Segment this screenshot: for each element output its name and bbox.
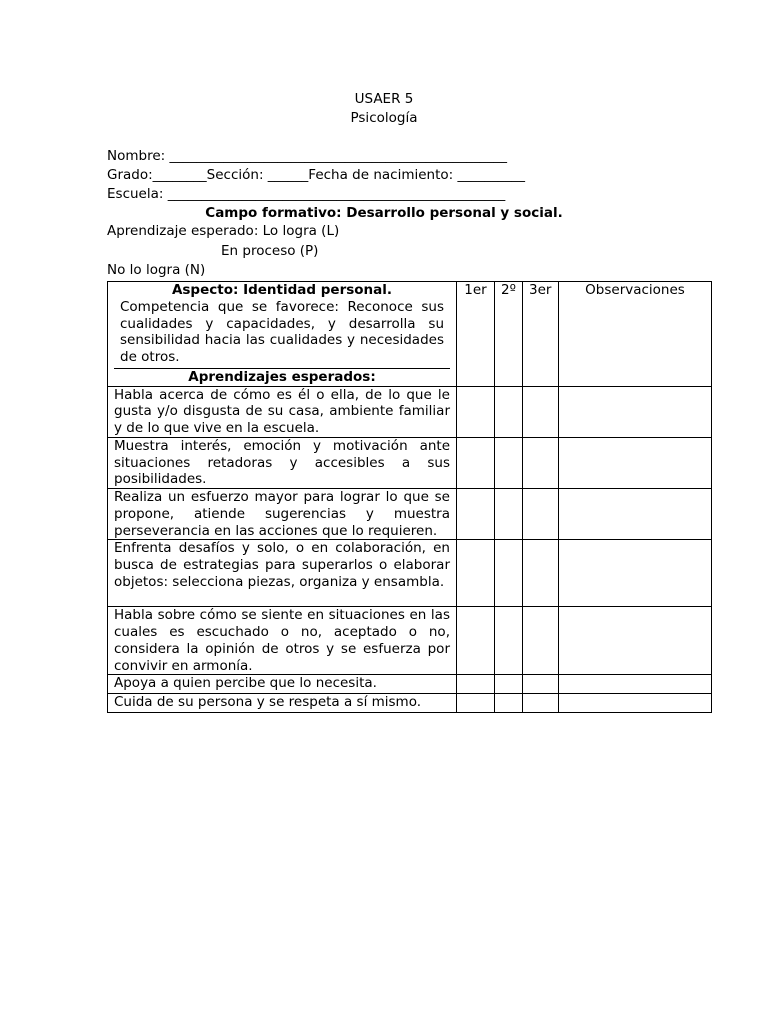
legend-no-lo-logra: No lo logra (N) [107, 262, 206, 278]
aspect-title: Aspecto: Identidad personal. [171, 282, 393, 298]
field-nombre: Nombre: __________________________________________________ [107, 148, 507, 164]
competencia-text: Competencia que se favorece: Reconoce sus cualidades y capacidades, y desarrolla su sensibilidad hacia las cualidades y necesidades de otros. [120, 298, 444, 365]
mark-cell-1er[interactable] [457, 540, 495, 607]
campo-formativo-title: Campo formativo: Desarrollo personal y social. [205, 205, 563, 221]
mark-cell-3er[interactable] [523, 437, 559, 488]
observaciones-cell[interactable] [559, 489, 712, 540]
mark-cell-3er[interactable] [523, 540, 559, 607]
field-grado-seccion-fecha: Grado:________Sección: ______Fecha de nacimiento: __________ [107, 167, 525, 183]
observaciones-cell[interactable] [559, 437, 712, 488]
header-usaer: USAER 5 [354, 91, 414, 107]
mark-cell-2o[interactable] [495, 489, 523, 540]
mark-cell-2o[interactable] [495, 607, 523, 675]
observaciones-cell[interactable] [559, 386, 712, 437]
mark-cell-3er[interactable] [523, 675, 559, 694]
item-text: Habla sobre cómo se siente en situaciones en las cuales es escuchado o no, aceptado o no, considera la opinión de otros y se esfuerza por convivir en armonía. [108, 607, 457, 675]
mark-cell-1er[interactable] [457, 675, 495, 694]
mark-cell-2o[interactable] [495, 675, 523, 694]
table-header-row [108, 282, 712, 387]
header-psicologia: Psicología [350, 110, 418, 126]
mark-cell-2o[interactable] [495, 694, 523, 713]
mark-cell-3er[interactable] [523, 386, 559, 437]
item-text: Realiza un esfuerzo mayor para lograr lo que se propone, atiende sugerencias y muestra perseverancia en las acciones que lo requieren. [108, 489, 457, 540]
item-text: Cuida de su persona y se respeta a sí mismo. [108, 694, 457, 713]
mark-cell-1er[interactable] [457, 607, 495, 675]
observaciones-cell[interactable] [559, 607, 712, 675]
item-text: Enfrenta desafíos y solo, o en colaboración, en busca de estrategias para superarlos o elaborar objetos: selecciona piezas, organiza y ensambla. [108, 540, 457, 607]
observaciones-cell[interactable] [559, 540, 712, 607]
table-row [108, 540, 712, 607]
evaluation-table [107, 281, 712, 713]
table-row [108, 437, 712, 488]
field-escuela: Escuela: __________________________________________________ [107, 186, 506, 202]
table-row [108, 675, 712, 694]
item-text: Muestra interés, emoción y motivación ante situaciones retadoras y accesibles a sus posibilidades. [108, 437, 457, 488]
mark-cell-1er[interactable] [457, 437, 495, 488]
table-row [108, 694, 712, 713]
table-row [108, 607, 712, 675]
mark-cell-2o[interactable] [495, 386, 523, 437]
mark-cell-1er[interactable] [457, 694, 495, 713]
aspect-cell [108, 282, 457, 387]
item-text: Apoya a quien percibe que lo necesita. [108, 675, 457, 694]
mark-cell-1er[interactable] [457, 386, 495, 437]
legend-lo-logra: Aprendizaje esperado: Lo logra (L) [107, 223, 340, 239]
mark-cell-3er[interactable] [523, 607, 559, 675]
col-header-observaciones: Observaciones [559, 282, 712, 387]
mark-cell-2o[interactable] [495, 540, 523, 607]
legend-en-proceso: En proceso (P) [221, 243, 319, 259]
table-row [108, 386, 712, 437]
col-header-2o: 2º [495, 282, 523, 387]
mark-cell-2o[interactable] [495, 437, 523, 488]
item-text: Habla acerca de cómo es él o ella, de lo que le gusta y/o disgusta de su casa, ambiente familiar y de lo que vive en la escuela. [108, 386, 457, 437]
col-header-1er: 1er [457, 282, 495, 387]
observaciones-cell[interactable] [559, 694, 712, 713]
mark-cell-3er[interactable] [523, 489, 559, 540]
aprendizajes-header: Aprendizajes esperados: [114, 368, 450, 386]
table-row [108, 489, 712, 540]
observaciones-cell[interactable] [559, 675, 712, 694]
col-header-3er: 3er [523, 282, 559, 387]
mark-cell-1er[interactable] [457, 489, 495, 540]
mark-cell-3er[interactable] [523, 694, 559, 713]
